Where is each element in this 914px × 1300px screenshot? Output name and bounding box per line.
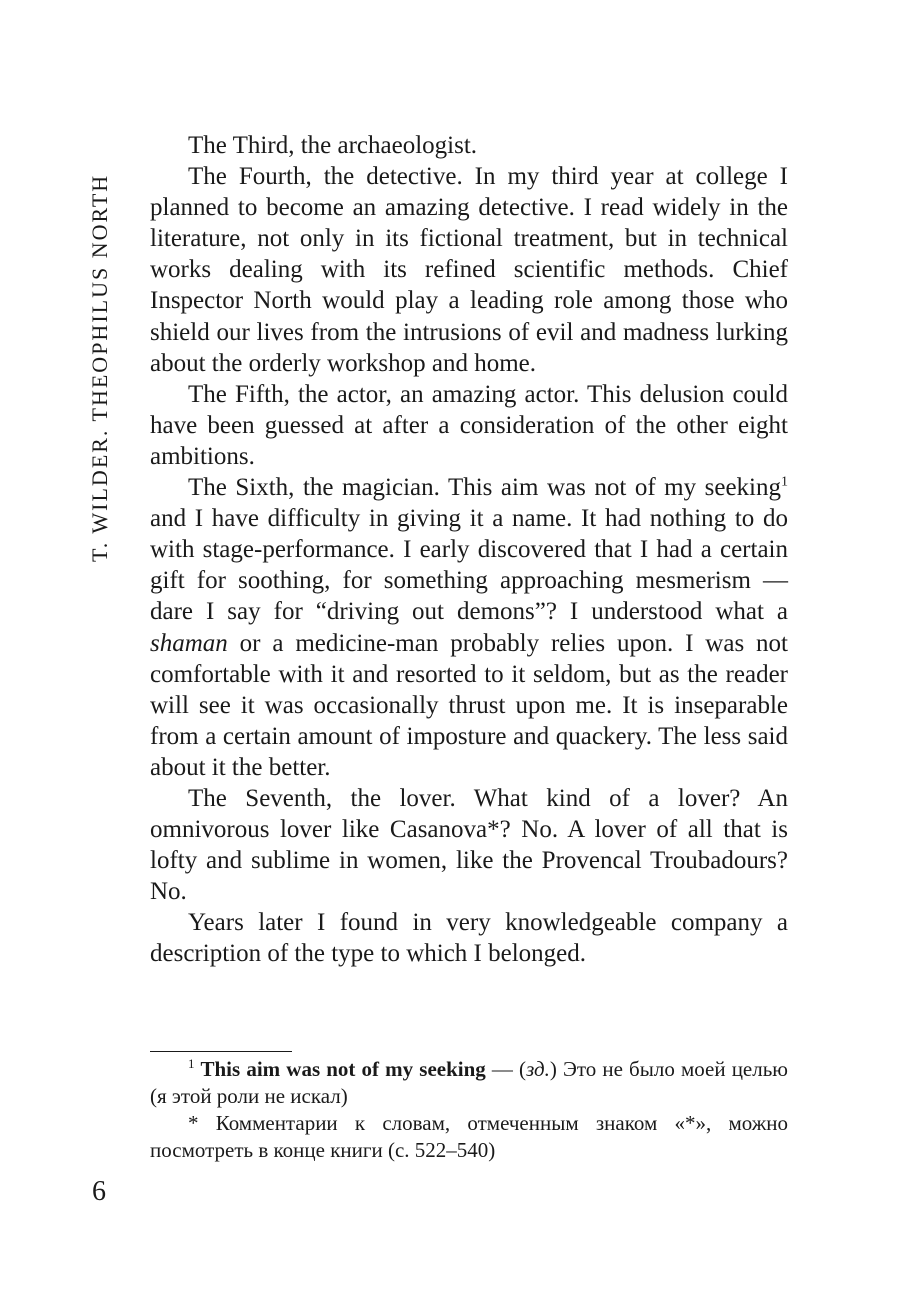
paragraph-seventh: The Seventh, the lover. What kind of a lover? An omnivorous lover like Casanova*? No. A lover of all that is lofty and sublime in women, like the Provencal Troubadours? No. [150,784,788,906]
body-text [150,130,788,970]
paragraph-sixth-middle: and I have difficulty in giving it a name. It had nothing to do with stage-performance. I early discovered that I had a certain gift for soothing, for something approaching mesmerism — dare I say for “driving out demons”? I understood what a [150,505,788,626]
paragraph-fifth: The Fifth, the actor, an amazing actor. This delusion could have been guessed at after a consideration of the other eight ambitions. [150,380,788,470]
footnote-asterisk: * Комментарии к словам, отмеченным знаком «*», можно посмотреть в конце книги (с. 522–540) [150,1111,788,1162]
footnote-divider [150,1051,292,1052]
footnotes [150,1056,788,1164]
paragraph-sixth-end: or a medicine-man probably relies upon. I was not comfortable with it and resorted to it seldom, but as the reader will see it was occasionally thrust upon me. It is inseparable from a certain amount of imposture and quackery. The less said about it the better. [150,629,788,781]
footnote-1-term: This aim was not of my seeking [200,1057,486,1081]
footnote-1-mark: 1 [188,1056,195,1071]
italic-term-shaman: shaman [150,629,228,657]
running-head: T. WILDER. THEOPHILUS NORTH [87,173,112,562]
paragraph-years-later: Years later I found in very knowledgeable company a description of the type to which I belonged. [150,909,788,968]
paragraph-fourth: The Fourth, the detective. In my third year at college I planned to become an amazing detective. I read widely in the literature, not only in its fictional treatment, but in technical works dealing with its refined scientific methods. Chief Inspector North would play a leading role among those who shield our lives from the intrusions of evil and madness lurking about the orderly workshop and home. [150,163,788,377]
footnote-reference-1[interactable]: 1 [781,474,788,490]
footnote-1 [150,1056,788,1110]
paragraph-sixth [150,472,788,783]
paragraph-third: The Third, the archaeologist. [188,132,478,159]
footnote-1-dash: — ( [485,1057,527,1081]
page-number: 6 [92,1176,106,1207]
paragraph-sixth-start: The Sixth, the magician. This aim was not of my seeking [188,474,781,502]
footnote-1-abbr: зд. [526,1057,550,1081]
footnote-1-text: ) Это не было моей целью (я этой роли не искал) [150,1057,789,1108]
